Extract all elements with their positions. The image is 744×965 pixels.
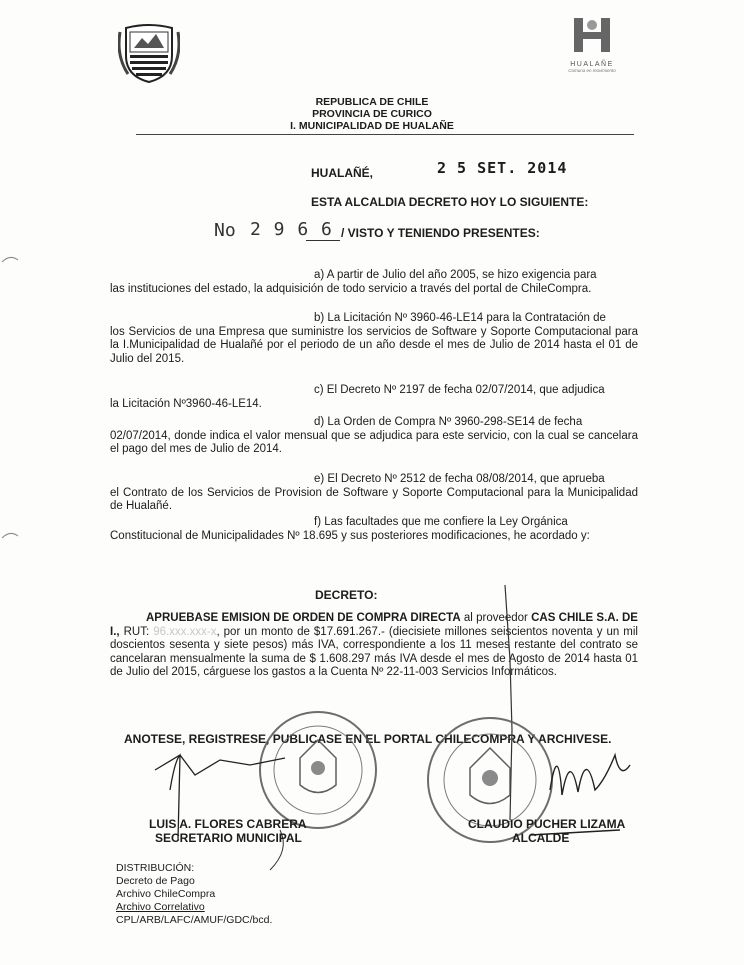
decree-number-prefix: No [214, 220, 236, 241]
clause-e-rest: el Contrato de los Servicios de Provision de Software y Soporte Computacional para la Municipalidad de Hualañé. [110, 486, 638, 513]
clause-c-first: c) El Decreto Nº 2197 de fecha 02/07/2014, que adjudica [314, 384, 605, 396]
distribution-item: Decreto de Pago [116, 875, 195, 887]
rut-redacted: 96.xxx.xxx-x [153, 625, 217, 638]
decree-number-underline [306, 240, 340, 241]
clause-b-rest: los Servicios de una Empresa que suministre los servicios de Software y Soporte Computacional para la I.Municipalidad de Hualañé por el periodo de un año desde el mes de Julio de 2014 hasta el 01 de Julio del 2015. [110, 325, 638, 365]
clause-e-first: e) El Decreto Nº 2512 de fecha 08/08/2014, que aprueba [314, 473, 605, 485]
clause-c [110, 384, 638, 411]
clause-e [110, 473, 638, 514]
place-label: HUALAÑÉ, [311, 166, 373, 180]
clause-a-rest: las instituciones del estado, la adquisición de todo servicio a través del portal de ChileCompra. [110, 282, 592, 295]
secretary-name: LUIS A. FLORES CABRERA [149, 817, 307, 831]
clause-f [110, 516, 638, 543]
distribution-title: DISTRIBUCIÓN: [116, 862, 195, 874]
clause-a [110, 269, 638, 296]
provider-name: CAS CHILE S.A. DE I., [110, 612, 638, 638]
clause-d [110, 416, 638, 457]
clause-d-rest: 02/07/2014, donde indica el valor mensual que se adjudica para este servicio, con la cual se cancelara el pago del mes de Julio de 2014. [110, 429, 638, 456]
decree-number: 2 9 6 6 [250, 219, 333, 240]
brand-name: HUALAÑE [570, 61, 614, 68]
mayor-title: ALCALDE [512, 831, 570, 845]
mayor-name: CLAUDIO PUCHER LIZAMA [468, 817, 626, 831]
municipal-crest-logo [118, 22, 180, 84]
hualane-brand-logo [560, 16, 624, 82]
decreto-text2: RUT: [119, 625, 154, 638]
distribution-item: Archivo Correlativo [116, 901, 205, 913]
decreto-title: DECRETO: [315, 588, 378, 602]
distribution-item: CPL/ARB/LAFC/AMUF/GDC/bcd. [116, 914, 273, 926]
clause-a-first: a) A partir de Julio del año 2005, se hizo exigencia para [314, 269, 597, 281]
header-municipality: I. MUNICIPALIDAD DE HUALAÑE [290, 120, 454, 132]
visto-heading: / VISTO Y TENIENDO PRESENTES: [341, 226, 540, 240]
header-republic: REPUBLICA DE CHILE [315, 96, 429, 108]
distribution-list [116, 862, 272, 927]
decree-intro: ESTA ALCALDIA DECRETO HOY LO SIGUIENTE: [311, 195, 589, 209]
header-province: PROVINCIA DE CURICO [312, 108, 432, 120]
clause-f-rest: Constitucional de Municipalidades Nº 18.695 y sus posteriores modificaciones, he acordado y: [110, 529, 590, 542]
clause-d-first: d) La Orden de Compra Nº 3960-298-SE14 de fecha [314, 416, 583, 428]
decreto-text3: , por un monto de $17.691.267.- (diecisiete millones seiscientos noventa y un mil doscientos sesenta y siete pesos) más IVA, correspondiente a los 11 meses restante del contrato se cancelaran mensualmente la suma de $ 1.608.297 más IVA desde el mes de Agosto de 2014 hasta 01 de Julio del 2015, cárguese los gastos a la Cuenta Nº 22-11-003 Servicios Informáticos. [110, 625, 638, 679]
clause-f-first: f) Las facultades que me confiere la Ley Orgánica [314, 516, 568, 528]
date-stamp: 2 5 SET. 2014 [437, 159, 568, 177]
clause-c-rest: la Licitación Nº3960-46-LE14. [110, 397, 262, 410]
clause-b [110, 312, 638, 366]
left-seal-stamp [260, 712, 376, 828]
brand-tagline: Comuna en movimiento [568, 68, 616, 73]
decreto-lead: APRUEBASE EMISION DE ORDEN DE COMPRA DIRECTA [146, 612, 461, 624]
secretary-title: SECRETARIO MUNICIPAL [155, 831, 302, 845]
decreto-text1: al proveedor [460, 612, 532, 624]
header-divider [136, 134, 634, 135]
distribution-item: Archivo ChileCompra [116, 888, 216, 900]
clause-b-first: b) La Licitación Nº 3960-46-LE14 para la Contratación de [314, 312, 606, 324]
closing-line: ANOTESE, REGISTRESE, PUBLICASE EN EL PORTAL CHILECOMPRA Y ARCHIVESE. [124, 732, 612, 746]
hole-punch-marks [0, 250, 20, 550]
margin-ink-line [505, 585, 512, 820]
